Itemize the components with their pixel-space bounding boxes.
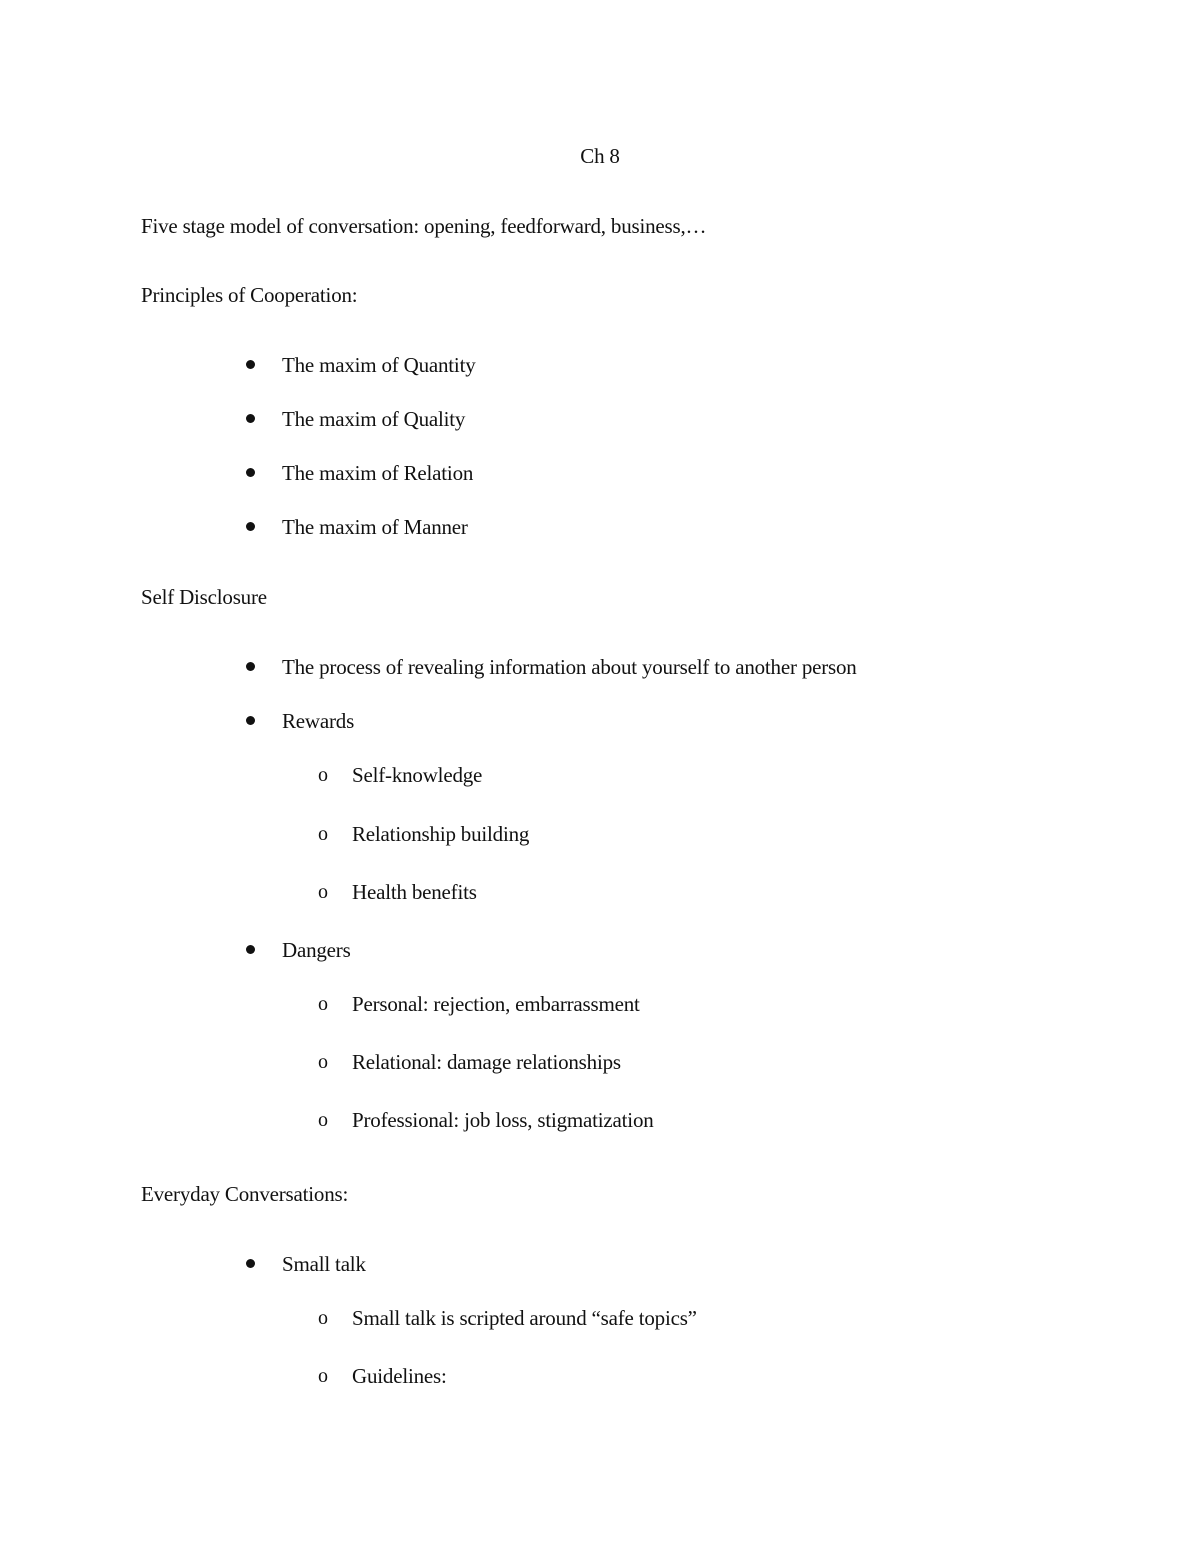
list-item: The maxim of Quality bbox=[282, 407, 466, 431]
bullet-dot-icon bbox=[246, 468, 255, 477]
list-item-definition: The process of revealing information about yourself to another person bbox=[282, 655, 857, 679]
bullet-dot-icon bbox=[246, 414, 255, 423]
list-item: The maxim of Quantity bbox=[282, 353, 476, 377]
list-item: Relational: damage relationships bbox=[352, 1050, 621, 1074]
sub-bullet-icon: o bbox=[318, 823, 328, 845]
heading-principles-of-cooperation: Principles of Cooperation: bbox=[141, 283, 358, 307]
list-item: Relationship building bbox=[352, 822, 530, 846]
list-item: The maxim of Relation bbox=[282, 461, 474, 485]
bullet-dot-icon bbox=[246, 1259, 255, 1268]
list-item: Health benefits bbox=[352, 880, 477, 904]
list-item: Self-knowledge bbox=[352, 763, 483, 787]
list-item: Guidelines: bbox=[352, 1364, 447, 1388]
sub-bullet-icon: o bbox=[318, 1365, 328, 1387]
sub-bullet-icon: o bbox=[318, 881, 328, 903]
heading-everyday-conversations: Everyday Conversations: bbox=[141, 1182, 349, 1206]
list-item-small-talk: Small talk bbox=[282, 1252, 366, 1276]
bullet-dot-icon bbox=[246, 945, 255, 954]
list-item: The maxim of Manner bbox=[282, 515, 468, 539]
sub-bullet-icon: o bbox=[318, 993, 328, 1015]
bullet-dot-icon bbox=[246, 662, 255, 671]
list-item-rewards: Rewards bbox=[282, 709, 355, 733]
bullet-dot-icon bbox=[246, 360, 255, 369]
list-item: Small talk is scripted around “safe topics” bbox=[352, 1306, 697, 1330]
list-item: Professional: job loss, stigmatization bbox=[352, 1108, 654, 1132]
list-item-dangers: Dangers bbox=[282, 938, 351, 962]
document-title: Ch 8 bbox=[580, 144, 620, 168]
sub-bullet-icon: o bbox=[318, 1307, 328, 1329]
heading-self-disclosure: Self Disclosure bbox=[141, 585, 267, 609]
sub-bullet-icon: o bbox=[318, 764, 328, 786]
list-item: Personal: rejection, embarrassment bbox=[352, 992, 640, 1016]
bullet-dot-icon bbox=[246, 522, 255, 531]
paragraph-five-stage-model: Five stage model of conversation: opening, feedforward, business,… bbox=[141, 214, 707, 238]
sub-bullet-icon: o bbox=[318, 1109, 328, 1131]
bullet-dot-icon bbox=[246, 716, 255, 725]
sub-bullet-icon: o bbox=[318, 1051, 328, 1073]
